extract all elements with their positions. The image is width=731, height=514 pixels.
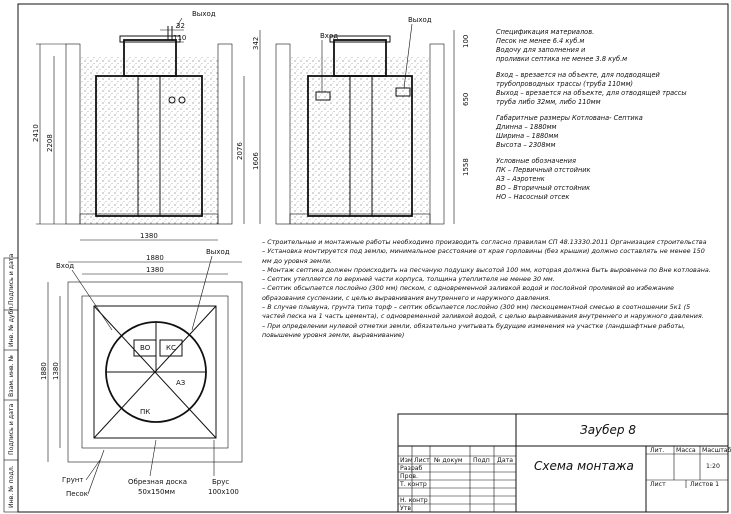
size-line: Ширина – 1880мм	[496, 132, 559, 140]
size-line: Длинна – 1880мм	[496, 123, 557, 131]
section-vo: ВО	[140, 344, 151, 352]
col-lit: Лит.	[650, 447, 665, 454]
installation-notes	[262, 238, 714, 340]
note-item: – Септик обсыпается послойно (300 мм) песком, с одновременной заливкой водой и послойной проливкой во избежание образования суспензии, с целью выравнивания внутреннего и наружного давления.	[262, 284, 674, 302]
io-line: труба либо 32мм, либо 110мм	[496, 98, 601, 106]
note-item: – Установка монтируется под землю, минимальное расстояние от края горловины (без крышки) должно составлять не менее 150 мм до уровня земли.	[262, 247, 705, 265]
plan-dim-1380-side: 1380	[52, 362, 60, 380]
col-mass: Масса	[676, 447, 696, 454]
legend-line: ВО – Вторичный отстойник	[496, 184, 591, 192]
dim-1558: 1558	[462, 158, 470, 176]
dim-100: 100	[462, 34, 470, 48]
scale-value: 1:20	[706, 463, 720, 470]
sheet-label: Лист	[650, 481, 666, 488]
hdr-izm: Изм	[400, 457, 413, 464]
stamp-text-5: Инв. № подл.	[8, 465, 15, 508]
legend-line: ПК – Первичный отстойник	[496, 166, 591, 174]
stamp-text-1: Подпись и дата	[8, 253, 15, 305]
plan-view	[40, 248, 242, 498]
legend-line: АЗ – Аэротенк	[496, 175, 545, 183]
sheets-label: Листов 1	[690, 481, 720, 488]
plan-exit-label: Выход	[206, 248, 230, 256]
front-view	[32, 10, 244, 240]
company-name: Заубер 8	[580, 423, 636, 437]
io-line: Вход – врезается на объекте, для подводящей	[496, 71, 660, 79]
spec-line: проливки септика не менее 3.8 куб.м	[496, 55, 628, 63]
drawing-title: Схема монтажа	[534, 459, 634, 473]
specification-block	[496, 28, 724, 202]
plan-dim-1380-top: 1380	[146, 266, 164, 274]
title-block	[398, 414, 731, 512]
note-item: – Монтаж септика должен происходить на песчаную подушку высотой 100 мм, которая должна быть выровнена по Вне котлована.	[262, 265, 711, 274]
stamp-text-3: Взам. инв. №	[8, 354, 15, 397]
role-prov: Пров.	[400, 473, 418, 480]
io-line: трубопроводных трассы (труба 110мм)	[496, 80, 633, 88]
tank-lid-side	[330, 36, 390, 42]
section-ks: КС	[166, 344, 176, 352]
role-tkontr: Т. контр	[400, 481, 427, 488]
legend-line: НО – Насосный отсек	[496, 193, 570, 201]
hdr-date: Дата	[497, 457, 514, 464]
hdr-doc: № докум	[434, 457, 463, 464]
dim-32: 32	[176, 22, 185, 30]
dim-1606: 1606	[252, 152, 260, 170]
front-exit-label: Выход	[192, 10, 216, 18]
dim-2410: 2410	[32, 124, 40, 142]
size-line: Габаритные размеры Котлована- Септика	[496, 114, 643, 122]
spec-line: Спецификация материалов.	[496, 28, 595, 36]
dim-110: 110	[173, 34, 187, 42]
side-stamp	[4, 254, 18, 512]
col-scale: Масштаб	[702, 447, 731, 454]
side-exit-label: Выход	[408, 16, 432, 24]
legend-beam: Брус	[212, 478, 230, 486]
stamp-text-2: Инв. № дубл.	[8, 304, 15, 347]
legend-beam-size: 100х100	[208, 488, 239, 496]
dim-2208: 2208	[46, 134, 54, 152]
plan-entry-label: Вход	[56, 262, 75, 270]
size-line: Высота – 2308мм	[496, 141, 556, 149]
legend-ground: Грунт	[62, 476, 84, 484]
stamp-text-4: Подпись и дата	[8, 403, 15, 455]
spec-line: Песок не менее 6.4 куб.м	[496, 37, 585, 45]
spec-line: Водочу для заполнения и	[496, 46, 586, 54]
plan-dim-1880-top: 1880	[146, 254, 164, 262]
hdr-podp: Подп	[473, 457, 490, 464]
io-line: Выход – врезается на объекте, для отводящей трассы	[496, 89, 687, 97]
note-item: – Септик утепляется по верхней части корпуса, толщина утеплителя не менее 30 мм.	[262, 275, 555, 284]
legend-line: Условные обозначения	[496, 157, 576, 165]
note-item: – В случае плывуна, грунта типа торф – септик обсыпается послойно (300 мм) пескоцементной смесью в соотношении 5к1 (5 частей песка на 1 часть цемента), с одновременной заливкой водой, с целью выравнивания внутреннего и наружного давления.	[262, 303, 704, 321]
section-pk: ПК	[140, 408, 151, 416]
dim-650: 650	[462, 92, 470, 106]
role-utv: Утв	[400, 505, 412, 512]
dim-1380-front: 1380	[140, 232, 158, 240]
role-razrab: Разраб	[400, 465, 423, 472]
tank-lid-front	[120, 36, 180, 42]
dim-2076: 2076	[236, 142, 244, 160]
role-nkontr: Н. контр	[400, 497, 428, 504]
note-item: – При определении нулевой отметки земли, обязательно учитывать будущие изменения на участке (ландшафтные работы, повышение уровня земли, выравнивание)	[262, 321, 686, 339]
dim-342: 342	[252, 36, 260, 50]
plan-dim-1880-side: 1880	[40, 362, 48, 380]
hdr-list: Лист	[414, 457, 430, 464]
legend-board: Обрезная доска	[128, 478, 188, 486]
side-entry-label: Вход	[320, 32, 339, 40]
legend-board-size: 50х150мм	[138, 488, 175, 496]
section-az: АЗ	[176, 379, 186, 387]
legend-sand: Песок	[66, 490, 88, 498]
side-view	[252, 16, 470, 224]
note-item: – Строительные и монтажные работы необходимо производить согласно правилам СП 48.13330.2011 Организация строительства	[262, 238, 707, 246]
